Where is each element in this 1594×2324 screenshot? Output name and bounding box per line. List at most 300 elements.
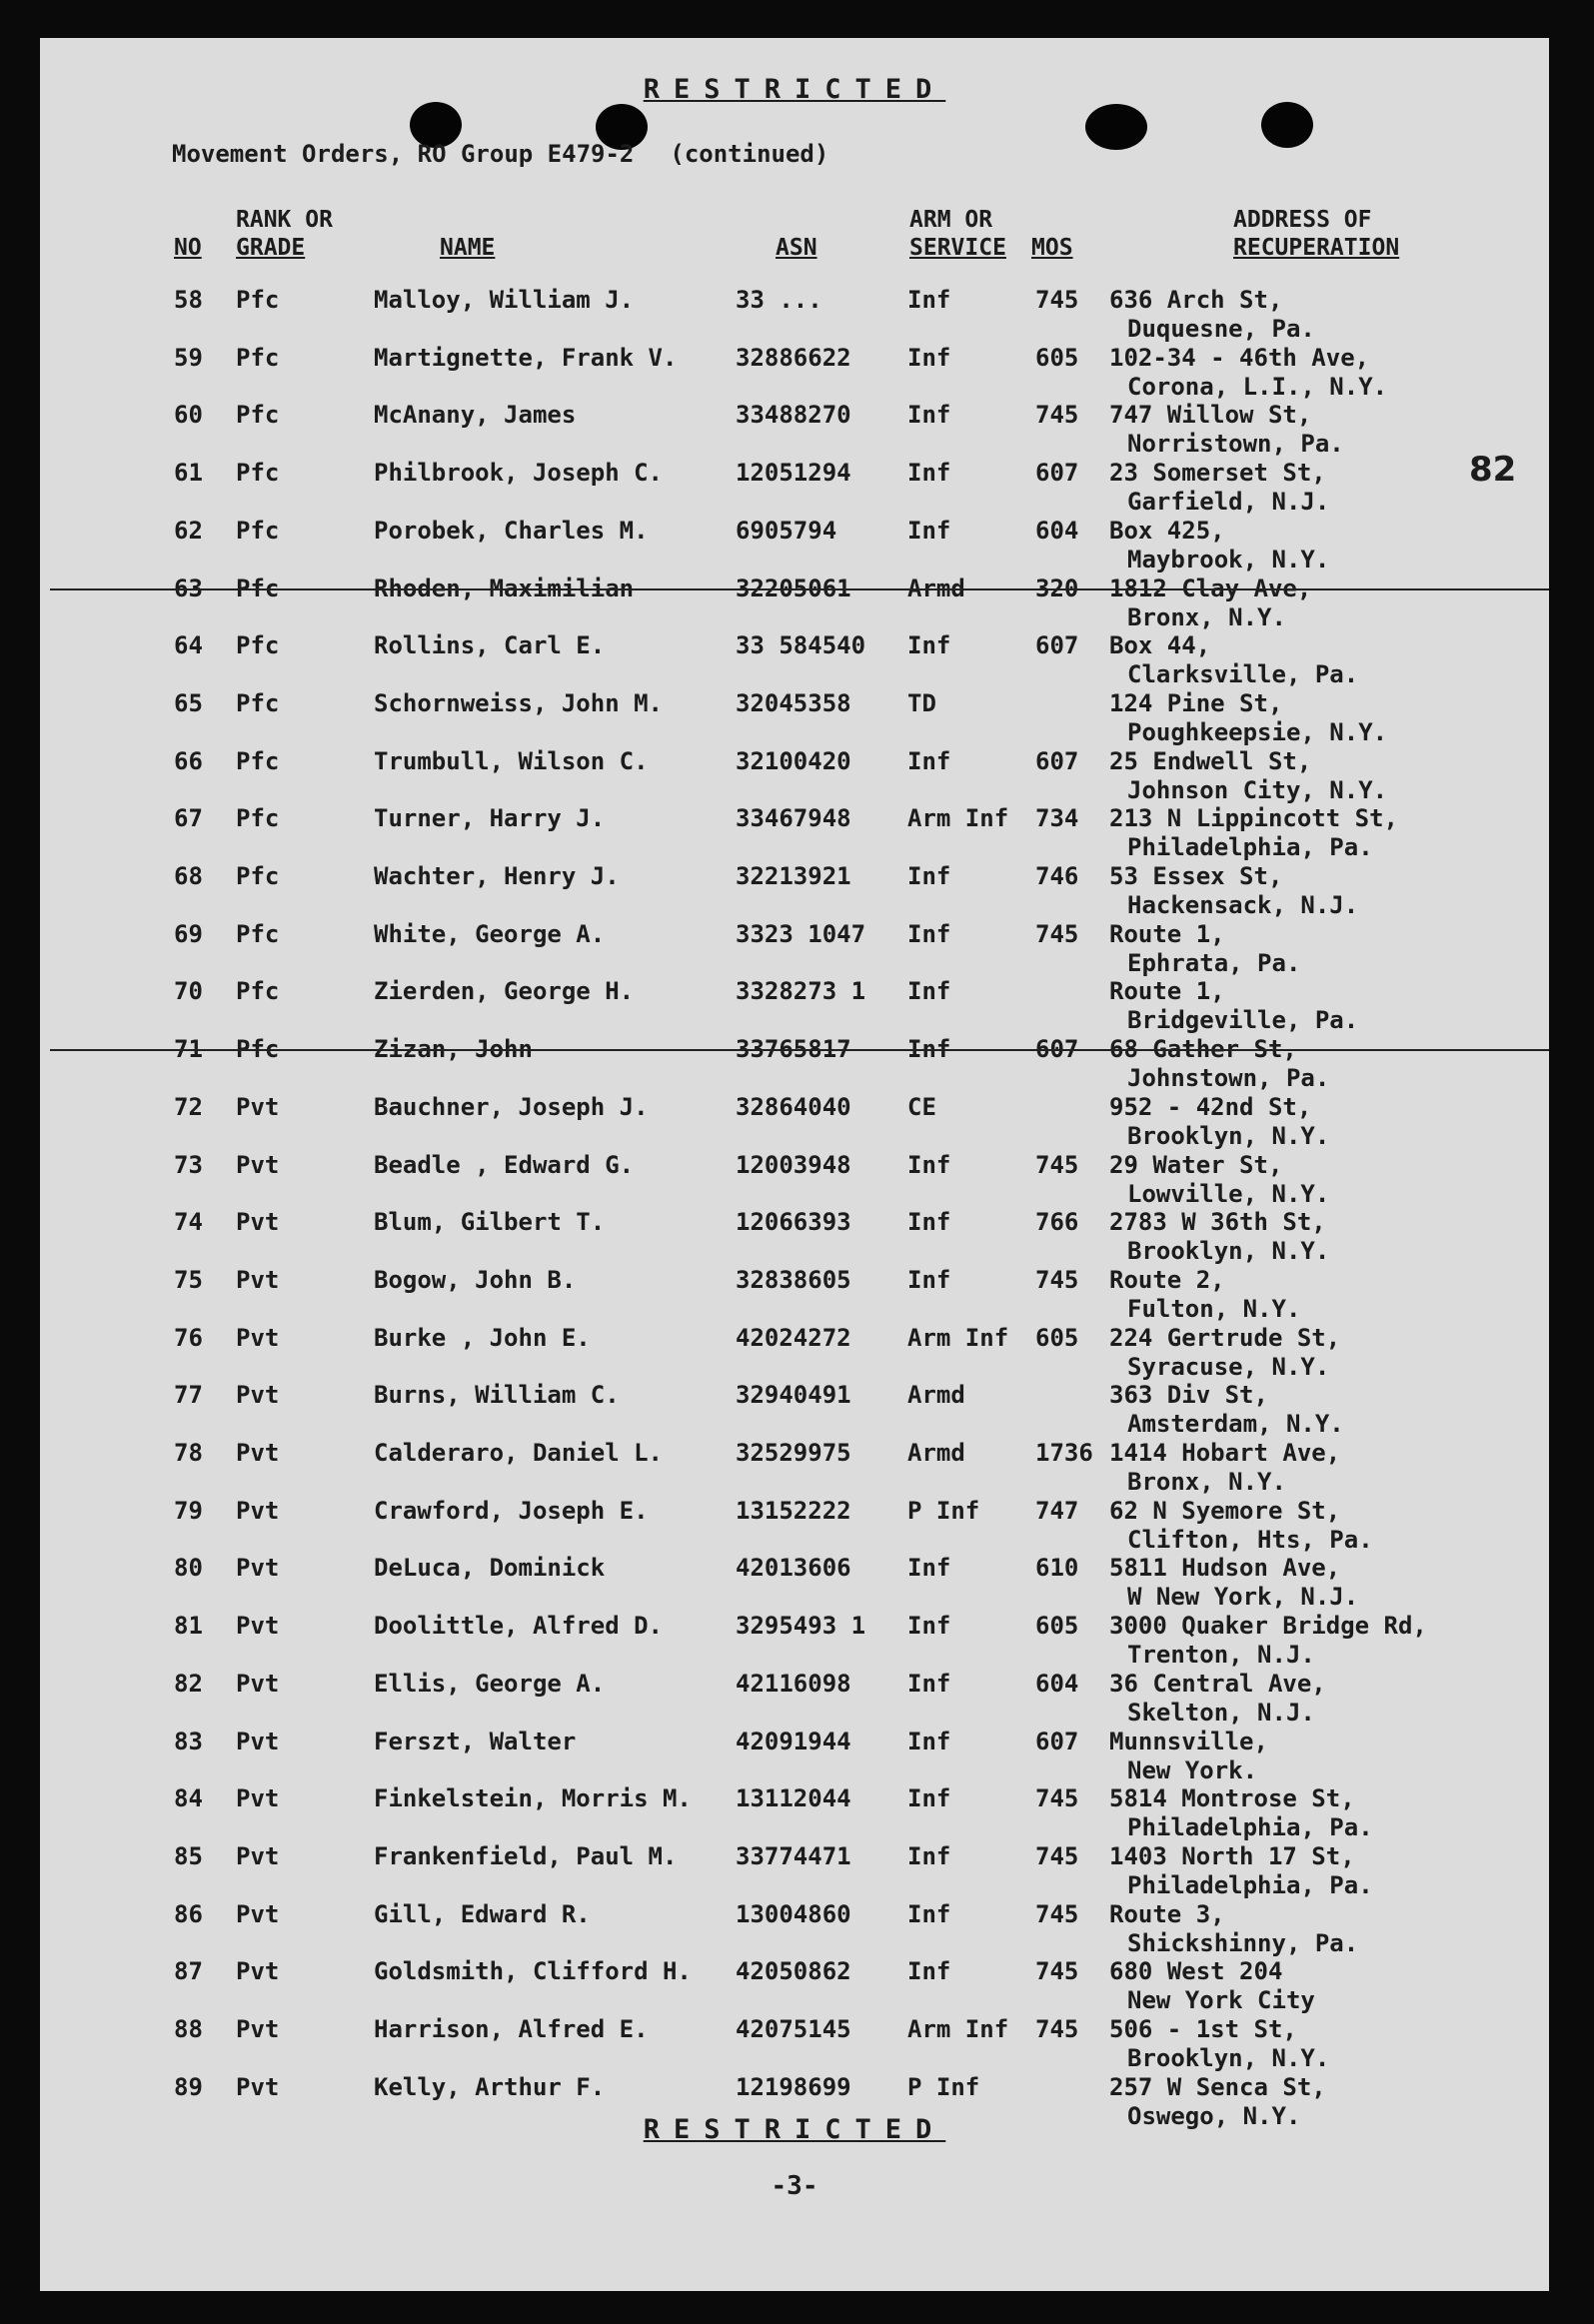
row-name: Rollins, Carl E. — [374, 631, 606, 659]
row-rank: Pvt — [236, 1612, 280, 1640]
row-rank: Pfc — [236, 631, 280, 659]
row-name: Rhoden, Maximilian — [374, 575, 635, 602]
row-mos: 766 — [1035, 1208, 1079, 1236]
table-row — [40, 1093, 1549, 1151]
row-address-line-1: 3000 Quaker Bridge Rd, — [1109, 1612, 1427, 1640]
row-number: 68 — [174, 862, 203, 890]
table-row — [40, 1728, 1549, 1785]
table-row — [40, 689, 1549, 747]
row-mos: 610 — [1035, 1554, 1079, 1582]
table-row — [40, 631, 1549, 689]
row-rank: Pvt — [236, 1324, 280, 1352]
row-number: 87 — [174, 1957, 203, 1985]
row-asn: 13112044 — [736, 1784, 851, 1812]
row-rank: Pfc — [236, 747, 280, 775]
col-header-arm-1: ARM OR — [909, 207, 993, 233]
row-mos: 745 — [1035, 1957, 1079, 1985]
row-address-line-1: 124 Pine St, — [1109, 689, 1283, 717]
row-name: Zizan, John — [374, 1035, 533, 1063]
margin-number: 82 — [1469, 450, 1517, 490]
row-rank: Pfc — [236, 1035, 280, 1063]
row-address-line-2: Brooklyn, N.Y. — [1127, 2044, 1330, 2072]
row-address-line-1: Route 1, — [1109, 920, 1225, 948]
row-address-line-2: Philadelphia, Pa. — [1127, 1871, 1373, 1899]
row-address-line-1: 53 Essex St, — [1109, 862, 1283, 890]
table-row — [40, 401, 1549, 459]
row-number: 73 — [174, 1151, 203, 1179]
row-rank: Pvt — [236, 1439, 280, 1467]
row-arm: Inf — [907, 1554, 951, 1582]
row-address-line-2: Corona, L.I., N.Y. — [1127, 373, 1388, 401]
col-header-arm-2: SERVICE — [909, 235, 1006, 261]
row-name: White, George A. — [374, 920, 606, 948]
row-asn: 3295493 1 — [736, 1612, 866, 1640]
row-rank: Pvt — [236, 1554, 280, 1582]
table-row — [40, 1957, 1549, 2015]
row-address-line-2: Bronx, N.Y. — [1127, 1468, 1286, 1496]
row-address-line-2: Fulton, N.Y. — [1127, 1295, 1301, 1323]
row-mos: 746 — [1035, 862, 1079, 890]
heading-note: (continued) — [670, 140, 829, 168]
row-name: Zierden, George H. — [374, 977, 635, 1005]
row-address-line-1: 25 Endwell St, — [1109, 747, 1312, 775]
table-row — [40, 1842, 1549, 1900]
row-address-line-2: Johnson City, N.Y. — [1127, 776, 1388, 804]
row-name: Philbrook, Joseph C. — [374, 459, 663, 487]
row-address-line-2: Clarksville, Pa. — [1127, 660, 1359, 688]
row-mos: 607 — [1035, 1035, 1079, 1063]
row-rank: Pfc — [236, 286, 280, 314]
row-asn: 3328273 1 — [736, 977, 866, 1005]
classification-stamp-top: RESTRICTED — [643, 74, 946, 105]
col-header-name: NAME — [440, 235, 496, 261]
row-arm: Inf — [907, 631, 951, 659]
row-arm: CE — [907, 1093, 936, 1121]
document-page — [40, 38, 1549, 2291]
row-rank: Pvt — [236, 1728, 280, 1755]
table-row — [40, 804, 1549, 862]
row-number: 69 — [174, 920, 203, 948]
row-mos: 745 — [1035, 920, 1079, 948]
row-arm: Inf — [907, 747, 951, 775]
row-rank: Pfc — [236, 517, 280, 545]
row-address-line-1: 636 Arch St, — [1109, 286, 1283, 314]
row-asn: 32838605 — [736, 1266, 851, 1294]
row-name: Bauchner, Joseph J. — [374, 1093, 649, 1121]
table-row — [40, 1035, 1549, 1093]
row-name: Ellis, George A. — [374, 1670, 606, 1698]
row-asn: 33 ... — [736, 286, 822, 314]
row-name: Blum, Gilbert T. — [374, 1208, 606, 1236]
row-address-line-2: Johnstown, Pa. — [1127, 1064, 1330, 1092]
row-mos: 745 — [1035, 286, 1079, 314]
row-number: 62 — [174, 517, 203, 545]
row-name: Ferszt, Walter — [374, 1728, 577, 1755]
row-number: 84 — [174, 1784, 203, 1812]
row-name: Beadle , Edward G. — [374, 1151, 635, 1179]
row-mos: 745 — [1035, 1900, 1079, 1928]
row-number: 58 — [174, 286, 203, 314]
row-name: Trumbull, Wilson C. — [374, 747, 649, 775]
row-asn: 32205061 — [736, 575, 851, 602]
row-number: 75 — [174, 1266, 203, 1294]
row-number: 65 — [174, 689, 203, 717]
row-address-line-1: 680 West 204 — [1109, 1957, 1283, 1985]
row-asn: 32213921 — [736, 862, 851, 890]
row-rank: Pfc — [236, 977, 280, 1005]
row-rank: Pfc — [236, 401, 280, 429]
row-number: 82 — [174, 1670, 203, 1698]
table-row — [40, 1612, 1549, 1670]
row-rank: Pfc — [236, 344, 280, 372]
row-asn: 32864040 — [736, 1093, 851, 1121]
row-rank: Pfc — [236, 575, 280, 602]
col-header-no: NO — [174, 235, 202, 261]
row-arm: TD — [907, 689, 936, 717]
row-address-line-1: 2783 W 36th St, — [1109, 1208, 1326, 1236]
row-mos: 745 — [1035, 1266, 1079, 1294]
row-arm: Inf — [907, 459, 951, 487]
row-number: 59 — [174, 344, 203, 372]
table-row — [40, 1784, 1549, 1842]
row-name: Bogow, John B. — [374, 1266, 577, 1294]
row-mos: 320 — [1035, 575, 1079, 602]
row-address-line-1: 363 Div St, — [1109, 1381, 1268, 1409]
row-asn: 42075145 — [736, 2015, 851, 2043]
row-rank: Pvt — [236, 1093, 280, 1121]
row-name: Harrison, Alfred E. — [374, 2015, 649, 2043]
row-rank: Pfc — [236, 804, 280, 832]
row-rank: Pfc — [236, 689, 280, 717]
row-name: Porobek, Charles M. — [374, 517, 649, 545]
row-arm: Armd — [907, 1381, 965, 1409]
row-address-line-1: 747 Willow St, — [1109, 401, 1312, 429]
table-row — [40, 1554, 1549, 1612]
row-mos: 607 — [1035, 1728, 1079, 1755]
row-arm: Inf — [907, 1612, 951, 1640]
row-address-line-2: Poughkeepsie, N.Y. — [1127, 718, 1388, 746]
row-mos: 605 — [1035, 1612, 1079, 1640]
row-address-line-2: Philadelphia, Pa. — [1127, 1813, 1373, 1841]
row-address-line-1: 1812 Clay Ave, — [1109, 575, 1312, 602]
row-address-line-2: Bronx, N.Y. — [1127, 603, 1286, 631]
row-arm: Inf — [907, 1035, 951, 1063]
row-asn: 32529975 — [736, 1439, 851, 1467]
row-address-line-1: 29 Water St, — [1109, 1151, 1283, 1179]
row-mos: 607 — [1035, 459, 1079, 487]
row-number: 78 — [174, 1439, 203, 1467]
punch-hole — [1085, 104, 1147, 150]
row-mos: 607 — [1035, 631, 1079, 659]
row-name: Burke , John E. — [374, 1324, 591, 1352]
table-row — [40, 575, 1549, 632]
row-asn: 32045358 — [736, 689, 851, 717]
row-asn: 42050862 — [736, 1957, 851, 1985]
col-header-mos: MOS — [1031, 235, 1073, 261]
col-header-rank-1: RANK OR — [236, 207, 333, 233]
row-number: 71 — [174, 1035, 203, 1063]
row-address-line-2: New York. — [1127, 1756, 1258, 1784]
row-asn: 33 584540 — [736, 631, 866, 659]
row-address-line-2: Hackensack, N.J. — [1127, 891, 1359, 919]
row-arm: Inf — [907, 1728, 951, 1755]
row-address-line-2: New York City — [1127, 1986, 1315, 2014]
row-arm: Inf — [907, 1784, 951, 1812]
row-arm: Arm Inf — [907, 2015, 1009, 2043]
row-name: McAnany, James — [374, 401, 577, 429]
row-address-line-1: Munnsville, — [1109, 1728, 1268, 1755]
row-arm: Armd — [907, 575, 965, 602]
row-rank: Pfc — [236, 862, 280, 890]
row-asn: 12003948 — [736, 1151, 851, 1179]
row-mos: 747 — [1035, 1497, 1079, 1525]
row-arm: Inf — [907, 862, 951, 890]
row-mos: 745 — [1035, 1784, 1079, 1812]
row-rank: Pvt — [236, 1208, 280, 1236]
row-number: 72 — [174, 1093, 203, 1121]
row-arm: Inf — [907, 977, 951, 1005]
row-number: 83 — [174, 1728, 203, 1755]
row-asn: 32886622 — [736, 344, 851, 372]
row-mos: 605 — [1035, 1324, 1079, 1352]
row-number: 85 — [174, 1842, 203, 1870]
row-address-line-1: 5811 Hudson Ave, — [1109, 1554, 1341, 1582]
row-asn: 32940491 — [736, 1381, 851, 1409]
row-arm: P Inf — [907, 1497, 980, 1525]
row-rank: Pvt — [236, 1900, 280, 1928]
row-address-line-2: Maybrook, N.Y. — [1127, 546, 1330, 574]
row-mos: 604 — [1035, 517, 1079, 545]
row-rank: Pvt — [236, 1381, 280, 1409]
row-mos: 745 — [1035, 1151, 1079, 1179]
row-address-line-2: Skelton, N.J. — [1127, 1699, 1315, 1727]
row-asn: 33488270 — [736, 401, 851, 429]
row-address-line-2: Philadelphia, Pa. — [1127, 833, 1373, 861]
row-mos: 1736 — [1035, 1439, 1093, 1467]
table-row — [40, 1900, 1549, 1958]
row-name: Finkelstein, Morris M. — [374, 1784, 692, 1812]
row-address-line-2: Brooklyn, N.Y. — [1127, 1122, 1330, 1150]
row-rank: Pvt — [236, 1784, 280, 1812]
row-name: Gill, Edward R. — [374, 1900, 591, 1928]
row-address-line-2: Brooklyn, N.Y. — [1127, 1237, 1330, 1265]
row-rank: Pvt — [236, 1842, 280, 1870]
document-heading — [172, 140, 828, 168]
row-mos: 734 — [1035, 804, 1079, 832]
row-asn: 32100420 — [736, 747, 851, 775]
row-arm: Inf — [907, 1957, 951, 1985]
row-address-line-2: Trenton, N.J. — [1127, 1641, 1315, 1669]
row-arm: Inf — [907, 401, 951, 429]
row-rank: Pvt — [236, 1151, 280, 1179]
col-header-address-1: ADDRESS OF — [1233, 207, 1372, 233]
row-address-line-1: Box 425, — [1109, 517, 1225, 545]
col-header-address-2: RECUPERATION — [1233, 235, 1400, 261]
row-name: Schornweiss, John M. — [374, 689, 663, 717]
row-name: Crawford, Joseph E. — [374, 1497, 649, 1525]
row-number: 80 — [174, 1554, 203, 1582]
row-rank: Pvt — [236, 1957, 280, 1985]
row-address-line-2: Shickshinny, Pa. — [1127, 1929, 1359, 1957]
row-rank: Pvt — [236, 1670, 280, 1698]
row-address-line-2: Oswego, N.Y. — [1127, 2102, 1301, 2130]
row-number: 88 — [174, 2015, 203, 2043]
page-number: -3- — [771, 2171, 818, 2201]
row-address-line-1: 257 W Senca St, — [1109, 2073, 1326, 2101]
row-asn: 33467948 — [736, 804, 851, 832]
row-asn: 12198699 — [736, 2073, 851, 2101]
row-address-line-1: 213 N Lippincott St, — [1109, 804, 1398, 832]
row-address-line-1: 506 - 1st St, — [1109, 2015, 1297, 2043]
row-number: 74 — [174, 1208, 203, 1236]
row-address-line-2: Duquesne, Pa. — [1127, 315, 1315, 343]
row-asn: 42024272 — [736, 1324, 851, 1352]
row-rank: Pvt — [236, 2015, 280, 2043]
row-address-line-1: 224 Gertrude St, — [1109, 1324, 1341, 1352]
row-asn: 33765817 — [736, 1035, 851, 1063]
row-address-line-1: 1403 North 17 St, — [1109, 1842, 1355, 1870]
row-asn: 33774471 — [736, 1842, 851, 1870]
row-arm: Inf — [907, 517, 951, 545]
table-row — [40, 1324, 1549, 1382]
row-arm: Inf — [907, 920, 951, 948]
row-name: Burns, William C. — [374, 1381, 620, 1409]
row-name: Malloy, William J. — [374, 286, 635, 314]
row-address-line-2: Norristown, Pa. — [1127, 430, 1344, 458]
row-asn: 42116098 — [736, 1670, 851, 1698]
row-number: 67 — [174, 804, 203, 832]
row-asn: 12066393 — [736, 1208, 851, 1236]
row-number: 77 — [174, 1381, 203, 1409]
row-address-line-2: W New York, N.J. — [1127, 1583, 1359, 1611]
row-name: DeLuca, Dominick — [374, 1554, 606, 1582]
row-rank: Pvt — [236, 2073, 280, 2101]
table-row — [40, 1266, 1549, 1324]
row-arm: Inf — [907, 1266, 951, 1294]
row-address-line-1: 1414 Hobart Ave, — [1109, 1439, 1341, 1467]
row-number: 60 — [174, 401, 203, 429]
row-arm: Inf — [907, 286, 951, 314]
row-address-line-2: Lowville, N.Y. — [1127, 1180, 1330, 1208]
row-mos: 745 — [1035, 401, 1079, 429]
table-row — [40, 517, 1549, 575]
row-mos: 607 — [1035, 747, 1079, 775]
row-name: Doolittle, Alfred D. — [374, 1612, 663, 1640]
row-address-line-1: 62 N Syemore St, — [1109, 1497, 1341, 1525]
table-row — [40, 1208, 1549, 1266]
row-number: 81 — [174, 1612, 203, 1640]
row-number: 79 — [174, 1497, 203, 1525]
punch-hole — [1261, 102, 1313, 148]
row-address-line-2: Syracuse, N.Y. — [1127, 1353, 1330, 1381]
row-address-line-1: 5814 Montrose St, — [1109, 1784, 1355, 1812]
table-row — [40, 344, 1549, 402]
row-address-line-1: Route 3, — [1109, 1900, 1225, 1928]
col-header-asn: ASN — [776, 235, 817, 261]
table-row — [40, 1151, 1549, 1209]
row-name: Wachter, Henry J. — [374, 862, 620, 890]
row-asn: 3323 1047 — [736, 920, 866, 948]
row-address-line-1: Box 44, — [1109, 631, 1211, 659]
row-asn: 12051294 — [736, 459, 851, 487]
row-asn: 13152222 — [736, 1497, 851, 1525]
row-number: 64 — [174, 631, 203, 659]
row-address-line-1: Route 1, — [1109, 977, 1225, 1005]
row-arm: Inf — [907, 1842, 951, 1870]
row-asn: 13004860 — [736, 1900, 851, 1928]
row-mos: 745 — [1035, 2015, 1079, 2043]
row-asn: 6905794 — [736, 517, 837, 545]
row-arm: Arm Inf — [907, 1324, 1009, 1352]
row-number: 86 — [174, 1900, 203, 1928]
row-address-line-1: 952 - 42nd St, — [1109, 1093, 1312, 1121]
row-name: Martignette, Frank V. — [374, 344, 678, 372]
row-mos: 745 — [1035, 1842, 1079, 1870]
row-address-line-1: 23 Somerset St, — [1109, 459, 1326, 487]
row-address-line-1: Route 2, — [1109, 1266, 1225, 1294]
row-number: 61 — [174, 459, 203, 487]
row-address-line-2: Garfield, N.J. — [1127, 488, 1330, 516]
row-number: 76 — [174, 1324, 203, 1352]
table-row — [40, 920, 1549, 978]
row-asn: 42091944 — [736, 1728, 851, 1755]
row-name: Goldsmith, Clifford H. — [374, 1957, 692, 1985]
row-arm: P Inf — [907, 2073, 980, 2101]
col-header-rank-2: GRADE — [236, 235, 306, 261]
row-number: 63 — [174, 575, 203, 602]
row-address-line-1: 68 Gather St, — [1109, 1035, 1297, 1063]
row-arm: Inf — [907, 1670, 951, 1698]
row-number: 66 — [174, 747, 203, 775]
table-row — [40, 1497, 1549, 1555]
row-rank: Pfc — [236, 459, 280, 487]
row-rank: Pvt — [236, 1266, 280, 1294]
row-arm: Armd — [907, 1439, 965, 1467]
table-row — [40, 2015, 1549, 2073]
row-name: Turner, Harry J. — [374, 804, 606, 832]
row-name: Calderaro, Daniel L. — [374, 1439, 663, 1467]
table-row — [40, 1439, 1549, 1497]
row-arm: Arm Inf — [907, 804, 1009, 832]
row-mos: 604 — [1035, 1670, 1079, 1698]
row-name: Kelly, Arthur F. — [374, 2073, 606, 2101]
row-rank: Pfc — [236, 920, 280, 948]
row-address-line-2: Ephrata, Pa. — [1127, 949, 1301, 977]
table-row — [40, 977, 1549, 1035]
row-name: Frankenfield, Paul M. — [374, 1842, 678, 1870]
row-arm: Inf — [907, 1151, 951, 1179]
row-address-line-1: 102-34 - 46th Ave, — [1109, 344, 1370, 372]
row-arm: Inf — [907, 1900, 951, 1928]
row-number: 70 — [174, 977, 203, 1005]
row-address-line-1: 36 Central Ave, — [1109, 1670, 1326, 1698]
classification-stamp-bottom: RESTRICTED — [643, 2114, 946, 2145]
row-address-line-2: Clifton, Hts, Pa. — [1127, 1526, 1373, 1554]
row-mos: 605 — [1035, 344, 1079, 372]
row-number: 89 — [174, 2073, 203, 2101]
row-address-line-2: Amsterdam, N.Y. — [1127, 1410, 1344, 1438]
row-arm: Inf — [907, 344, 951, 372]
row-rank: Pvt — [236, 1497, 280, 1525]
table-row — [40, 1381, 1549, 1439]
table-row — [40, 459, 1549, 517]
table-row — [40, 747, 1549, 805]
heading-text: Movement Orders, RO Group E479-2 — [172, 140, 635, 168]
table-row — [40, 862, 1549, 920]
row-asn: 42013606 — [736, 1554, 851, 1582]
table-row — [40, 1670, 1549, 1728]
row-address-line-2: Bridgeville, Pa. — [1127, 1006, 1359, 1034]
